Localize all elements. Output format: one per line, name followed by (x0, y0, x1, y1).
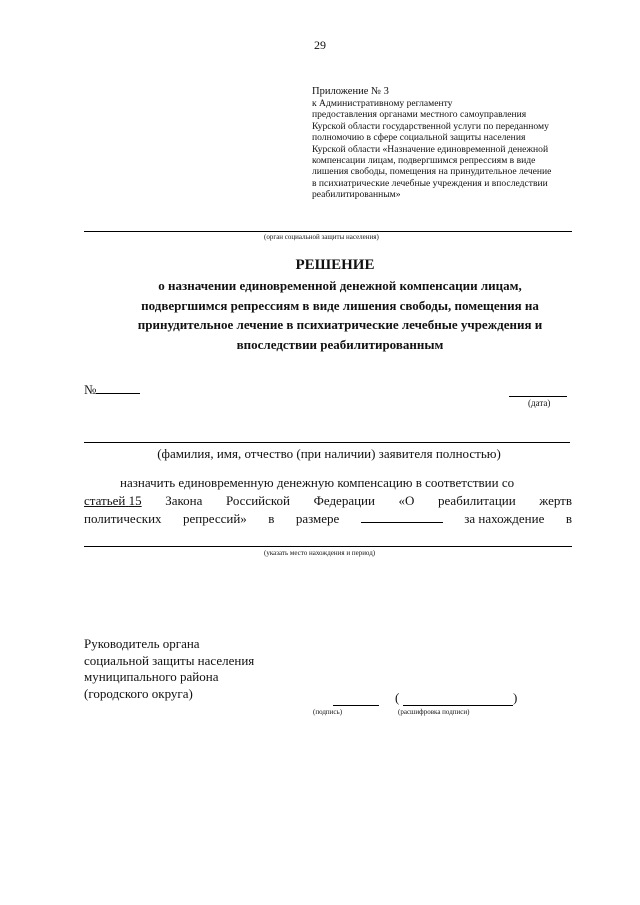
body-line-1: назначить единовременную денежную компенсацию в соответствии со (120, 475, 515, 490)
applicant-caption: (фамилия, имя, отчество (при наличии) заявителя полностью) (157, 446, 501, 461)
body-word: жертв (539, 493, 572, 508)
signer-line: Руководитель органа (84, 636, 200, 651)
organ-line (84, 231, 572, 232)
decryption-caption: (расшифровка подписи) (398, 708, 470, 716)
signer-line: (городского округа) (84, 685, 193, 701)
body-word: размере (295, 511, 340, 526)
appendix-line: к Административному регламенту (312, 98, 453, 109)
applicant-line (84, 442, 570, 443)
place-caption: (указать место нахождения и период) (264, 549, 376, 557)
subheading-line: подвергшимся репрессиям в виде лишения свободы, помещения на (141, 297, 539, 313)
subheading-line: о назначении единовременной денежной компенсации лицам, (158, 278, 522, 293)
body-word: в (268, 511, 275, 526)
appendix-line: полномочию в сфере социальной защиты населения (312, 132, 526, 144)
decision-number (84, 381, 140, 398)
appendix-line: компенсации лицам, подвергшимся репрессиям в виде (312, 155, 536, 167)
body-word: «О (398, 493, 415, 508)
number-blank (96, 381, 140, 394)
open-paren: ( (395, 690, 400, 705)
appendix-title: Приложение № 3 (312, 86, 389, 97)
number-label: № (84, 382, 97, 397)
amount-blank (361, 510, 443, 523)
subheading-line: впоследствии реабилитированным (236, 336, 444, 352)
body-word: репрессий» (183, 511, 247, 526)
date-caption: (дата) (528, 398, 551, 408)
body-line-3 (84, 510, 572, 528)
appendix-line: реабилитированным» (312, 189, 401, 201)
appendix-line: предоставления органами местного самоуправления (312, 109, 527, 121)
appendix-line: в психиатрические лечебные учреждения и впоследствии (312, 177, 548, 189)
date-blank (509, 396, 567, 397)
appendix-line: лишения свободы, помещения на принудительное лечение (312, 166, 552, 178)
document-subheading (92, 276, 588, 354)
body-line-2 (84, 492, 572, 510)
body-word: Российской (225, 493, 291, 508)
decision-body (84, 474, 572, 528)
body-word: Федерации (313, 493, 375, 508)
place-line (84, 546, 572, 547)
subheading-line: принудительное лечение в психиатрические лечебные учреждения и (137, 317, 543, 332)
document-heading: РЕШЕНИЕ (295, 257, 375, 273)
signer-line: социальной защиты населения (84, 652, 255, 668)
appendix-line: Курской области «Назначение единовременной денежной (312, 143, 549, 155)
signer-line: муниципального района (84, 669, 219, 684)
page-number: 29 (314, 38, 326, 52)
decryption-blank (403, 705, 513, 706)
organ-caption: (орган социальной защиты населения) (264, 233, 379, 241)
close-paren: ) (513, 690, 518, 705)
signature-blank (333, 705, 379, 706)
signer-block (84, 636, 254, 702)
signature-caption: (подпись) (313, 708, 343, 716)
appendix-line: Курской области государственной услуги по переданному (312, 120, 549, 132)
body-word: за нахождение (464, 511, 545, 526)
law-reference: статьей 15 (84, 493, 142, 508)
appendix-block (312, 86, 602, 201)
body-word: Закона (165, 493, 203, 508)
body-word: реабилитации (438, 493, 516, 508)
body-word: политических (84, 511, 162, 526)
body-word: в (565, 511, 572, 526)
